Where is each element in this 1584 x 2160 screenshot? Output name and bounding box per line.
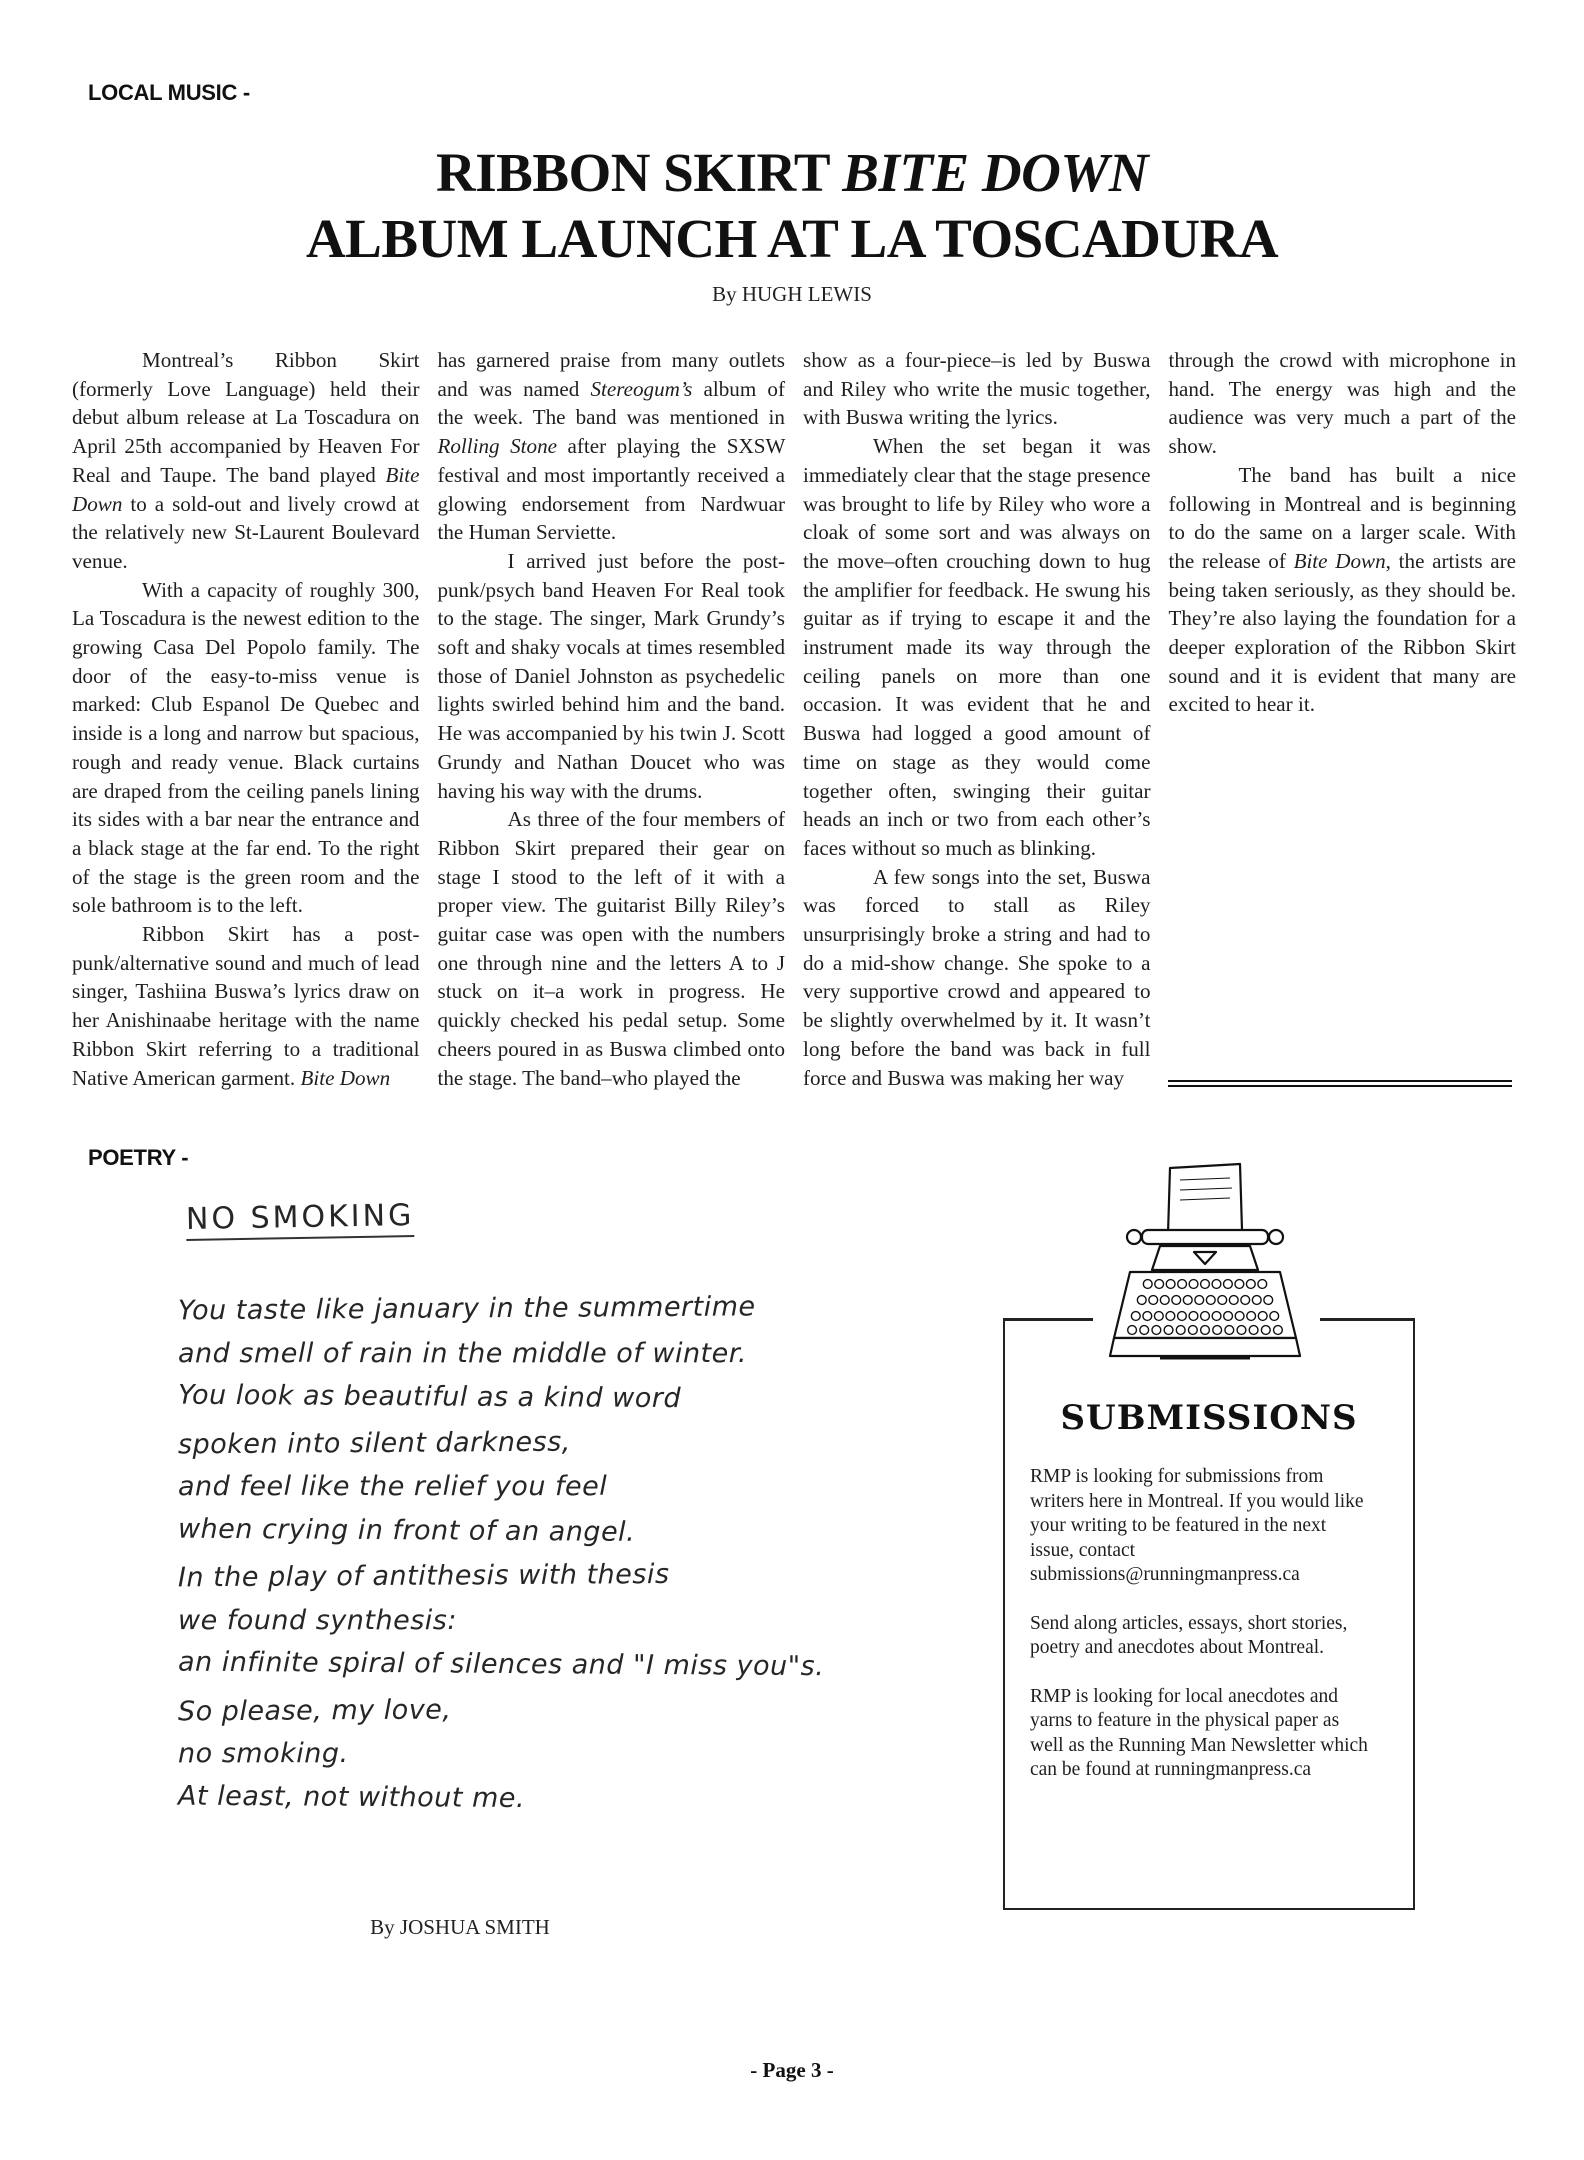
submissions-paragraph: RMP is looking for local anecdotes and yarns to feature in the physical paper as well as the Running Man Newsletter which can be found at runningmanpress.ca xyxy=(1030,1685,1368,1780)
poem-line: when crying in front of an angel. xyxy=(177,1513,636,1548)
typewriter-key xyxy=(1137,1296,1146,1305)
article-column-2 xyxy=(438,346,786,1096)
poem-line: spoken into silent darkness, xyxy=(177,1426,571,1460)
article-paragraph: The band has built a nice following in Montreal and is beginning to do the same on a larger scale. With the release of Bite Down, the artists are being taken seriously, as they should be. They’re also laying the foundation for a deeper exploration of the Ribbon Skirt sound and it is evident that many are excited to hear it. xyxy=(1168,462,1517,717)
submissions-body xyxy=(1030,1465,1370,1807)
typewriter-key xyxy=(1143,1280,1152,1289)
typewriter-key xyxy=(1166,1280,1175,1289)
article-column-3 xyxy=(803,346,1151,1096)
article-paragraph: With a capacity of roughly 300, La Toscadura is the newest edition to the growing Casa Del Popolo family. The door of the easy-to-miss venue is marked: Club Espanol De Quebec and inside is a long and narrow but spacious, rough and ready venue. Black curtains are draped from the ceiling panels lining its sides with a bar near the entrance and a black stage at the far end. To the right of the stage is the green room and the sole bathroom is to the left. xyxy=(72,577,420,918)
typewriter-key xyxy=(1241,1296,1250,1305)
typewriter-key xyxy=(1201,1280,1210,1289)
article-paragraph: When the set began it was immediately clear that the stage presence was brought to life by Riley who wore a cloak of some sort and was always on the move–often crouching down to hug the amplifier for feedback. He swung his guitar as if trying to escape it and the instrument made its way through the ceiling panels on more than one occasion. It was evident that he and Buswa had logged a good amount of time on stage as they would come together often, swinging their guitar heads an inch or two from each other’s faces without so much as blinking. xyxy=(803,434,1151,860)
article-end-rule xyxy=(1168,1080,1512,1090)
article-paragraph: through the crowd with microphone in hand. The energy was high and the audience was very much a part of the show. xyxy=(1168,348,1517,459)
handwritten-poem xyxy=(178,1200,858,1821)
poem-line: we found synthesis: xyxy=(178,1604,457,1636)
article-paragraph: Ribbon Skirt has a post-punk/alternative sound and much of lead singer, Tashiina Buswa’s lyrics draw on her Anishinaabe heritage with the name Ribbon Skirt referring to a traditional Native American garment. Bite Down xyxy=(72,922,420,1090)
article-column-4 xyxy=(1169,346,1517,1096)
typewriter-key xyxy=(1212,1280,1221,1289)
poem-line: You look as beautiful as a kind word xyxy=(177,1379,682,1415)
submissions-paragraph: Send along articles, essays, short stories, poetry and anecdotes about Montreal. xyxy=(1030,1612,1348,1658)
article-title-line-1 xyxy=(0,140,1584,206)
submissions-paragraph: RMP is looking for submissions from writers here in Montreal. If you would like your writing to be featured in the next issue, contact submissions@runningmanpress.ca xyxy=(1030,1466,1364,1585)
article-paragraph: A few songs into the set, Buswa was forced to stall as Riley unsurprisingly broke a string and had to do a mid-show change. She spoke to a very supportive crowd and appeared to be slightly overwhelmed by it. It wasn’t long before the band was back in full force and Buswa was making her way xyxy=(803,864,1151,1090)
article-paragraph: has garnered praise from many outlets and was named Stereogum’s album of the week. The band was mentioned in Rolling Stone after playing the SXSW festival and most importantly received a glowing endorsement from Nardwuar the Human Serviette. xyxy=(437,348,786,545)
article-title xyxy=(0,140,1584,272)
typewriter-key xyxy=(1229,1296,1238,1305)
poem-line: At least, not without me. xyxy=(177,1780,526,1814)
article-columns xyxy=(72,346,1516,1096)
poem-line: You taste like january in the summertime xyxy=(177,1291,756,1327)
typewriter-key xyxy=(1235,1280,1244,1289)
article-paragraph: I arrived just before the post-punk/psych band Heaven For Real took to the stage. The singer, Mark Grundy’s soft and shaky vocals at times resembled those of Daniel Johnston as psychedelic lights swirled behind him and the band. He was accompanied by his twin J. Scott Grundy and Nathan Doucet who was having his way with the drums. xyxy=(437,548,786,803)
title-album-name: BITE DOWN xyxy=(842,142,1148,203)
typewriter-key xyxy=(1206,1296,1215,1305)
article-paragraph: As three of the four members of Ribbon Skirt prepared their gear on stage I stood to the left of it with a proper view. The guitarist Billy Riley’s guitar case was open with the numbers one through nine and the letters A to J stuck on it–a work in progress. He quickly checked his pedal setup. Some cheers poured in as Buswa climbed onto the stage. The band–who played the xyxy=(437,807,786,1090)
typewriter-key xyxy=(1195,1296,1204,1305)
article-paragraph: show as a four-piece–is led by Buswa and Riley who write the music together, with Buswa writing the lyrics. xyxy=(803,348,1151,430)
typewriter-key xyxy=(1178,1280,1187,1289)
typewriter-key xyxy=(1160,1296,1169,1305)
typewriter-key xyxy=(1218,1296,1227,1305)
article-byline: By HUGH LEWIS xyxy=(712,282,872,306)
typewriter-key xyxy=(1264,1296,1273,1305)
section-label-local-music: LOCAL MUSIC - xyxy=(88,80,250,105)
poem-line: no smoking. xyxy=(178,1738,349,1769)
article-paragraph: Montreal’s Ribbon Skirt (formerly Love Language) held their debut album release at La Toscadura on April 25th accompanied by Heaven For Real and Taupe. The band played Bite Down to a sold-out and lively crowd at the relatively new St-Laurent Boulevard venue. xyxy=(72,348,420,573)
typewriter-key xyxy=(1172,1296,1181,1305)
section-label-poetry: POETRY - xyxy=(88,1145,189,1170)
poem-line: and smell of rain in the middle of winter. xyxy=(178,1337,747,1369)
poem-lines xyxy=(178,1287,858,1821)
page-number: - Page 3 - xyxy=(750,2058,834,2082)
article-title-line-2: ALBUM LAUNCH AT LA TOSCADURA xyxy=(305,208,1279,269)
submissions-heading: SUBMISSIONS xyxy=(1060,1398,1358,1438)
article-column-1 xyxy=(72,346,420,1096)
poem-line: an infinite spiral of silences and "I miss you"s. xyxy=(177,1646,825,1683)
poem-byline: By JOSHUA SMITH xyxy=(370,1915,550,1939)
typewriter-key xyxy=(1183,1296,1192,1305)
typewriter-key xyxy=(1224,1280,1233,1289)
poem-line: In the play of antithesis with thesis xyxy=(177,1558,670,1594)
poem-line: and feel like the relief you feel xyxy=(178,1471,608,1502)
typewriter-key xyxy=(1246,1280,1255,1289)
poem-title: NO SMOKING xyxy=(186,1198,415,1241)
typewriter-key xyxy=(1149,1296,1158,1305)
typewriter-key xyxy=(1189,1280,1198,1289)
title-plain-text: RIBBON SKIRT xyxy=(436,142,843,203)
typewriter-key xyxy=(1155,1280,1164,1289)
typewriter-key xyxy=(1258,1280,1267,1289)
typewriter-key xyxy=(1252,1296,1261,1305)
poem-line: So please, my love, xyxy=(177,1693,452,1727)
